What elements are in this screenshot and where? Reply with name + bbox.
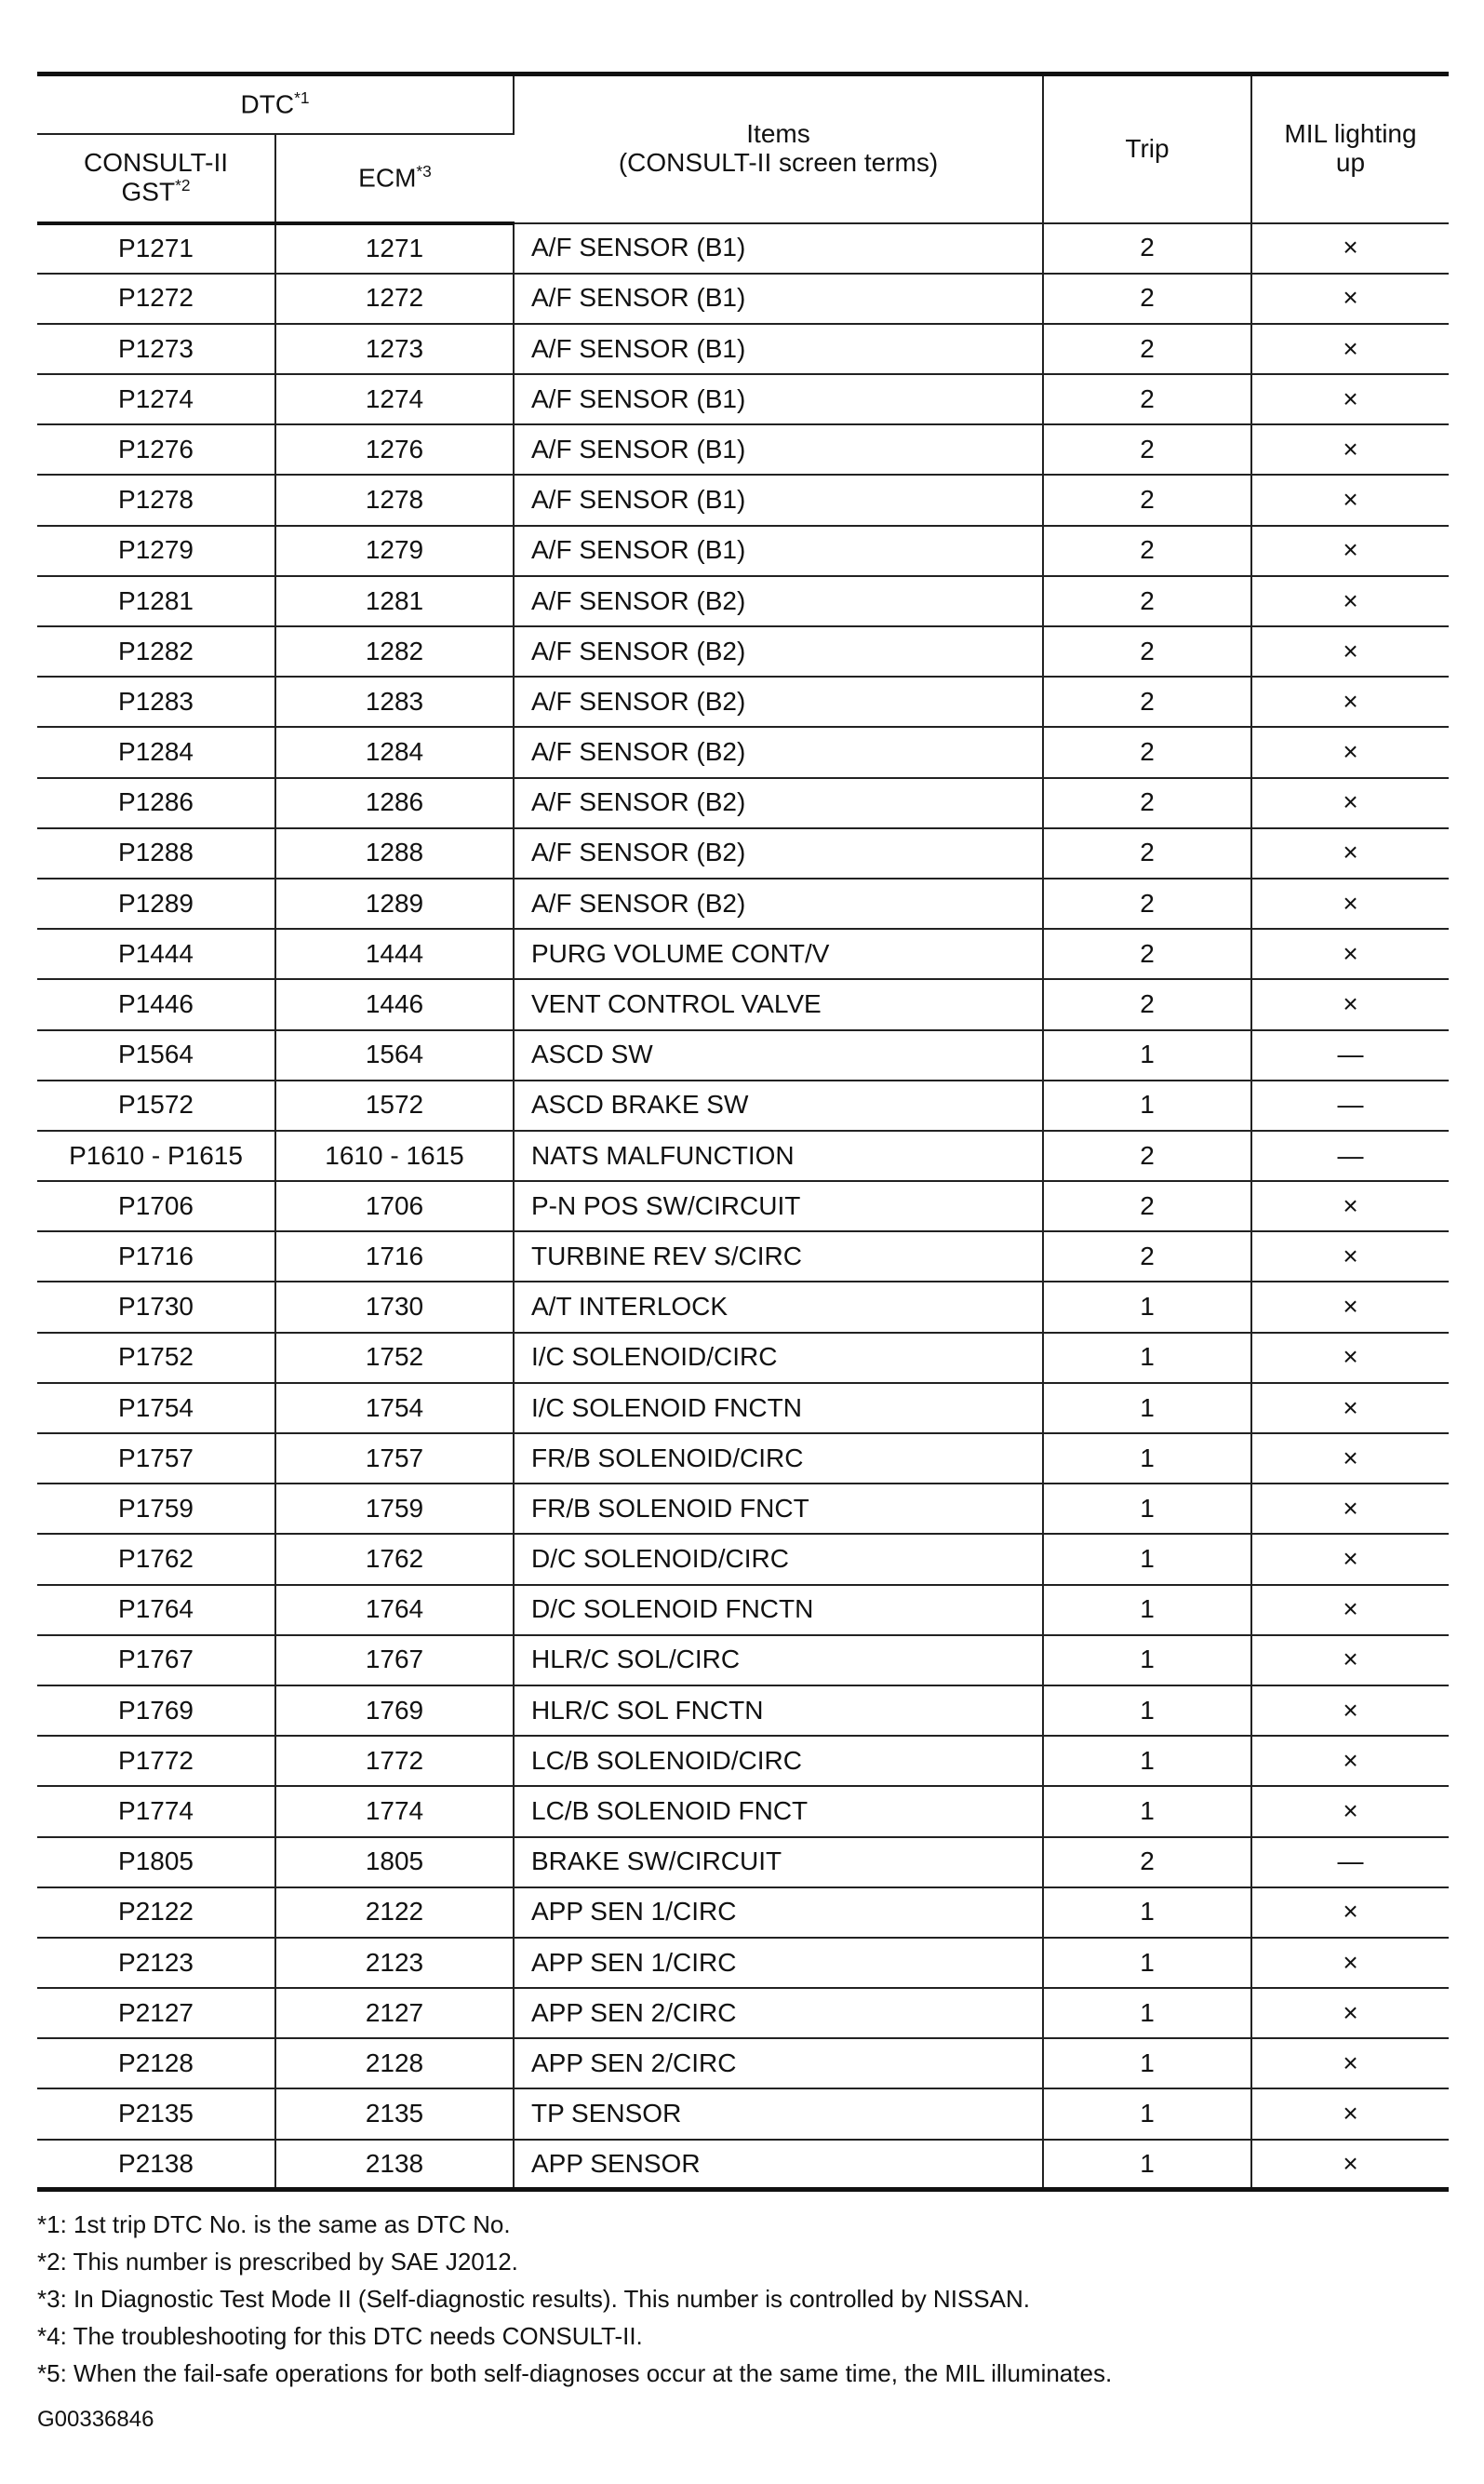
footnote: *1: 1st trip DTC No. is the same as DTC No. <box>37 2210 511 2238</box>
dtc-ecm-cell: 1610 - 1615 <box>275 1131 514 1181</box>
table-row <box>37 324 1449 374</box>
table-row <box>37 1887 1449 1938</box>
mil-cell: × <box>1251 979 1449 1029</box>
trip-cell: 1 <box>1043 1585 1251 1635</box>
dtc-ecm-cell: 1572 <box>275 1081 514 1131</box>
dtc-consult-cell: P2127 <box>37 1988 275 2038</box>
item-cell: TP SENSOR <box>514 2088 1043 2139</box>
mil-cell: × <box>1251 2140 1449 2190</box>
dtc-consult-cell: P1288 <box>37 828 275 879</box>
trip-cell: 1 <box>1043 2038 1251 2088</box>
item-cell: TURBINE REV S/CIRC <box>514 1231 1043 1282</box>
header-mil: MIL lighting up <box>1251 74 1449 223</box>
mil-cell: × <box>1251 424 1449 475</box>
mil-cell: × <box>1251 879 1449 929</box>
item-cell: I/C SOLENOID/CIRC <box>514 1333 1043 1383</box>
trip-cell: 1 <box>1043 2140 1251 2190</box>
trip-cell: 1 <box>1043 1786 1251 1836</box>
trip-cell: 2 <box>1043 1837 1251 1887</box>
table-row <box>37 374 1449 424</box>
dtc-ecm-cell: 1716 <box>275 1231 514 1282</box>
item-cell: P-N POS SW/CIRCUIT <box>514 1181 1043 1231</box>
table-row <box>37 2140 1449 2190</box>
table-row <box>37 1030 1449 1081</box>
mil-cell: — <box>1251 1030 1449 1081</box>
dtc-ecm-cell: 2138 <box>275 2140 514 2190</box>
dtc-ecm-cell: 1730 <box>275 1282 514 1332</box>
dtc-ecm-cell: 1757 <box>275 1433 514 1484</box>
table-row <box>37 1131 1449 1181</box>
item-cell: A/F SENSOR (B1) <box>514 324 1043 374</box>
mil-cell: — <box>1251 1131 1449 1181</box>
trip-cell: 1 <box>1043 1081 1251 1131</box>
item-cell: A/F SENSOR (B1) <box>514 475 1043 525</box>
dtc-consult-cell: P1281 <box>37 576 275 626</box>
mil-cell: × <box>1251 1786 1449 1836</box>
item-cell: A/F SENSOR (B1) <box>514 526 1043 576</box>
item-cell: A/F SENSOR (B2) <box>514 626 1043 677</box>
trip-cell: 2 <box>1043 1231 1251 1282</box>
mil-cell: × <box>1251 626 1449 677</box>
trip-cell: 1 <box>1043 1938 1251 1988</box>
mil-cell: × <box>1251 1534 1449 1584</box>
dtc-table <box>37 72 1449 2192</box>
dtc-consult-cell: P2122 <box>37 1887 275 1938</box>
dtc-consult-cell: P1805 <box>37 1837 275 1887</box>
trip-cell: 2 <box>1043 979 1251 1029</box>
header-trip: Trip <box>1043 74 1251 223</box>
dtc-ecm-cell: 2123 <box>275 1938 514 1988</box>
dtc-ecm-cell: 1805 <box>275 1837 514 1887</box>
dtc-consult-cell: P2128 <box>37 2038 275 2088</box>
item-cell: APP SENSOR <box>514 2140 1043 2190</box>
header-ecm: ECM$^{*3}$ <box>275 134 514 223</box>
item-cell: D/C SOLENOID/CIRC <box>514 1534 1043 1584</box>
dtc-consult-cell: P1772 <box>37 1736 275 1786</box>
trip-cell: 2 <box>1043 424 1251 475</box>
item-cell: VENT CONTROL VALVE <box>514 979 1043 1029</box>
table-row <box>37 979 1449 1029</box>
item-cell: PURG VOLUME CONT/V <box>514 929 1043 979</box>
mil-cell: × <box>1251 1282 1449 1332</box>
mil-cell: × <box>1251 1736 1449 1786</box>
footnote: *2: This number is prescribed by SAE J2012. <box>37 2248 518 2276</box>
dtc-consult-cell: P1706 <box>37 1181 275 1231</box>
item-cell: A/F SENSOR (B1) <box>514 274 1043 324</box>
trip-cell: 1 <box>1043 1887 1251 1938</box>
dtc-ecm-cell: 1272 <box>275 274 514 324</box>
trip-cell: 2 <box>1043 1131 1251 1181</box>
item-cell: A/F SENSOR (B2) <box>514 828 1043 879</box>
dtc-ecm-cell: 2122 <box>275 1887 514 1938</box>
trip-cell: 1 <box>1043 2088 1251 2139</box>
table-row <box>37 929 1449 979</box>
mil-cell: × <box>1251 1231 1449 1282</box>
dtc-ecm-cell: 1444 <box>275 929 514 979</box>
dtc-ecm-cell: 2128 <box>275 2038 514 2088</box>
trip-cell: 1 <box>1043 1635 1251 1685</box>
trip-cell: 2 <box>1043 677 1251 727</box>
dtc-ecm-cell: 2135 <box>275 2088 514 2139</box>
mil-cell: × <box>1251 2038 1449 2088</box>
mil-cell: × <box>1251 576 1449 626</box>
dtc-ecm-cell: 1281 <box>275 576 514 626</box>
table-row <box>37 778 1449 828</box>
table-row <box>37 1685 1449 1736</box>
mil-cell: × <box>1251 778 1449 828</box>
table-row <box>37 424 1449 475</box>
mil-cell: × <box>1251 526 1449 576</box>
dtc-ecm-cell: 2127 <box>275 1988 514 2038</box>
dtc-consult-cell: P2135 <box>37 2088 275 2139</box>
dtc-consult-cell: P1284 <box>37 727 275 777</box>
trip-cell: 2 <box>1043 727 1251 777</box>
dtc-consult-cell: P1762 <box>37 1534 275 1584</box>
item-cell: ASCD BRAKE SW <box>514 1081 1043 1131</box>
dtc-ecm-cell: 1774 <box>275 1786 514 1836</box>
header-dtc: DTC$^{*1}$ <box>37 74 514 134</box>
table-row <box>37 2088 1449 2139</box>
mil-cell: × <box>1251 223 1449 274</box>
dtc-consult-cell: P1716 <box>37 1231 275 1282</box>
trip-cell: 2 <box>1043 828 1251 879</box>
table-row <box>37 1585 1449 1635</box>
item-cell: A/F SENSOR (B2) <box>514 879 1043 929</box>
table-row <box>37 526 1449 576</box>
dtc-ecm-cell: 1274 <box>275 374 514 424</box>
dtc-consult-cell: P1446 <box>37 979 275 1029</box>
item-cell: HLR/C SOL FNCTN <box>514 1685 1043 1736</box>
mil-cell: × <box>1251 1887 1449 1938</box>
item-cell: A/F SENSOR (B1) <box>514 374 1043 424</box>
table-row <box>37 879 1449 929</box>
header-items: Items (CONSULT-II screen terms) <box>514 74 1043 223</box>
table-row <box>37 727 1449 777</box>
item-cell: ASCD SW <box>514 1030 1043 1081</box>
item-cell: LC/B SOLENOID FNCT <box>514 1786 1043 1836</box>
table-row <box>37 1181 1449 1231</box>
dtc-consult-cell: P1752 <box>37 1333 275 1383</box>
table-row <box>37 1534 1449 1584</box>
dtc-consult-cell: P1610 - P1615 <box>37 1131 275 1181</box>
table-row <box>37 1231 1449 1282</box>
item-cell: APP SEN 1/CIRC <box>514 1938 1043 1988</box>
dtc-consult-cell: P1444 <box>37 929 275 979</box>
mil-cell: × <box>1251 324 1449 374</box>
item-cell: D/C SOLENOID FNCTN <box>514 1585 1043 1635</box>
trip-cell: 2 <box>1043 526 1251 576</box>
dtc-consult-cell: P1764 <box>37 1585 275 1635</box>
dtc-ecm-cell: 1282 <box>275 626 514 677</box>
dtc-consult-cell: P1564 <box>37 1030 275 1081</box>
item-cell: A/F SENSOR (B1) <box>514 223 1043 274</box>
dtc-ecm-cell: 1772 <box>275 1736 514 1786</box>
dtc-ecm-cell: 1279 <box>275 526 514 576</box>
item-cell: A/F SENSOR (B2) <box>514 677 1043 727</box>
table-row <box>37 1988 1449 2038</box>
table-row <box>37 2038 1449 2088</box>
item-cell: NATS MALFUNCTION <box>514 1131 1043 1181</box>
dtc-consult-cell: P1769 <box>37 1685 275 1736</box>
dtc-consult-cell: P2138 <box>37 2140 275 2190</box>
dtc-ecm-cell: 1284 <box>275 727 514 777</box>
table-row <box>37 1484 1449 1534</box>
item-cell: I/C SOLENOID FNCTN <box>514 1383 1043 1433</box>
mil-cell: × <box>1251 1484 1449 1534</box>
item-cell: FR/B SOLENOID/CIRC <box>514 1433 1043 1484</box>
trip-cell: 1 <box>1043 1685 1251 1736</box>
mil-cell: × <box>1251 1988 1449 2038</box>
dtc-ecm-cell: 1754 <box>275 1383 514 1433</box>
dtc-ecm-cell: 1288 <box>275 828 514 879</box>
dtc-ecm-cell: 1767 <box>275 1635 514 1685</box>
table-row <box>37 223 1449 274</box>
mil-cell: × <box>1251 274 1449 324</box>
table-row <box>37 626 1449 677</box>
trip-cell: 2 <box>1043 274 1251 324</box>
trip-cell: 2 <box>1043 929 1251 979</box>
dtc-consult-cell: P1730 <box>37 1282 275 1332</box>
table-row <box>37 274 1449 324</box>
table-row <box>37 1383 1449 1433</box>
dtc-consult-cell: P1572 <box>37 1081 275 1131</box>
trip-cell: 1 <box>1043 1484 1251 1534</box>
mil-cell: × <box>1251 1635 1449 1685</box>
figure-id: G00336846 <box>37 2407 154 2432</box>
dtc-consult-cell: P1286 <box>37 778 275 828</box>
table-row <box>37 1938 1449 1988</box>
dtc-ecm-cell: 1706 <box>275 1181 514 1231</box>
table-row <box>37 576 1449 626</box>
mil-cell: × <box>1251 1685 1449 1736</box>
dtc-consult-cell: P1754 <box>37 1383 275 1433</box>
mil-cell: × <box>1251 374 1449 424</box>
item-cell: FR/B SOLENOID FNCT <box>514 1484 1043 1534</box>
mil-cell: × <box>1251 1333 1449 1383</box>
dtc-consult-cell: P1757 <box>37 1433 275 1484</box>
table-row <box>37 1635 1449 1685</box>
footnotes <box>37 2206 1451 2392</box>
item-cell: HLR/C SOL/CIRC <box>514 1635 1043 1685</box>
item-cell: A/F SENSOR (B1) <box>514 424 1043 475</box>
trip-cell: 2 <box>1043 626 1251 677</box>
trip-cell: 2 <box>1043 374 1251 424</box>
dtc-ecm-cell: 1564 <box>275 1030 514 1081</box>
dtc-consult-cell: P1278 <box>37 475 275 525</box>
dtc-consult-cell: P1759 <box>37 1484 275 1534</box>
trip-cell: 2 <box>1043 576 1251 626</box>
item-cell: A/F SENSOR (B2) <box>514 778 1043 828</box>
mil-cell: — <box>1251 1837 1449 1887</box>
dtc-ecm-cell: 1759 <box>275 1484 514 1534</box>
trip-cell: 2 <box>1043 475 1251 525</box>
table-row <box>37 677 1449 727</box>
dtc-consult-cell: P1289 <box>37 879 275 929</box>
trip-cell: 2 <box>1043 223 1251 274</box>
trip-cell: 1 <box>1043 1030 1251 1081</box>
table-row <box>37 1282 1449 1332</box>
trip-cell: 2 <box>1043 324 1251 374</box>
item-cell: APP SEN 2/CIRC <box>514 1988 1043 2038</box>
table-row <box>37 475 1449 525</box>
table-row <box>37 1081 1449 1131</box>
trip-cell: 1 <box>1043 1282 1251 1332</box>
item-cell: A/F SENSOR (B2) <box>514 576 1043 626</box>
table-row <box>37 1433 1449 1484</box>
dtc-ecm-cell: 1278 <box>275 475 514 525</box>
trip-cell: 1 <box>1043 1333 1251 1383</box>
dtc-ecm-cell: 1764 <box>275 1585 514 1635</box>
mil-cell: × <box>1251 1383 1449 1433</box>
trip-cell: 1 <box>1043 1988 1251 2038</box>
mil-cell: × <box>1251 727 1449 777</box>
dtc-ecm-cell: 1446 <box>275 979 514 1029</box>
dtc-consult-cell: P2123 <box>37 1938 275 1988</box>
dtc-consult-cell: P1274 <box>37 374 275 424</box>
mil-cell: × <box>1251 2088 1449 2139</box>
dtc-ecm-cell: 1752 <box>275 1333 514 1383</box>
mil-cell: × <box>1251 475 1449 525</box>
item-cell: LC/B SOLENOID/CIRC <box>514 1736 1043 1786</box>
table-row <box>37 1333 1449 1383</box>
trip-cell: 1 <box>1043 1383 1251 1433</box>
item-cell: APP SEN 1/CIRC <box>514 1887 1043 1938</box>
table-row <box>37 1736 1449 1786</box>
trip-cell: 1 <box>1043 1433 1251 1484</box>
trip-cell: 2 <box>1043 778 1251 828</box>
mil-cell: × <box>1251 677 1449 727</box>
dtc-consult-cell: P1282 <box>37 626 275 677</box>
item-cell: BRAKE SW/CIRCUIT <box>514 1837 1043 1887</box>
trip-cell: 2 <box>1043 1181 1251 1231</box>
dtc-ecm-cell: 1769 <box>275 1685 514 1736</box>
dtc-ecm-cell: 1289 <box>275 879 514 929</box>
table-row <box>37 1837 1449 1887</box>
table-row <box>37 1786 1449 1836</box>
header-consult: CONSULT-II GST$^{*2}$ <box>37 134 275 223</box>
dtc-consult-cell: P1272 <box>37 274 275 324</box>
dtc-ecm-cell: 1762 <box>275 1534 514 1584</box>
dtc-consult-cell: P1273 <box>37 324 275 374</box>
dtc-consult-cell: P1279 <box>37 526 275 576</box>
mil-cell: × <box>1251 1938 1449 1988</box>
dtc-ecm-cell: 1276 <box>275 424 514 475</box>
item-cell: A/T INTERLOCK <box>514 1282 1043 1332</box>
dtc-consult-cell: P1271 <box>37 223 275 274</box>
mil-cell: × <box>1251 929 1449 979</box>
dtc-ecm-cell: 1286 <box>275 778 514 828</box>
dtc-consult-cell: P1774 <box>37 1786 275 1836</box>
dtc-consult-cell: P1276 <box>37 424 275 475</box>
trip-cell: 1 <box>1043 1736 1251 1786</box>
footnote: *4: The troubleshooting for this DTC needs CONSULT-II. <box>37 2322 643 2350</box>
mil-cell: × <box>1251 1433 1449 1484</box>
mil-cell: × <box>1251 1585 1449 1635</box>
footnote: *3: In Diagnostic Test Mode II (Self-diagnostic results). This number is controlled by NISSAN. <box>37 2285 1030 2313</box>
dtc-consult-cell: P1767 <box>37 1635 275 1685</box>
dtc-ecm-cell: 1271 <box>275 223 514 274</box>
table-row <box>37 828 1449 879</box>
dtc-ecm-cell: 1273 <box>275 324 514 374</box>
dtc-consult-cell: P1283 <box>37 677 275 727</box>
header-row-top <box>37 74 1449 134</box>
mil-cell: × <box>1251 1181 1449 1231</box>
item-cell: APP SEN 2/CIRC <box>514 2038 1043 2088</box>
item-cell: A/F SENSOR (B2) <box>514 727 1043 777</box>
trip-cell: 1 <box>1043 1534 1251 1584</box>
dtc-ecm-cell: 1283 <box>275 677 514 727</box>
trip-cell: 2 <box>1043 879 1251 929</box>
mil-cell: × <box>1251 828 1449 879</box>
footnote: *5: When the fail-safe operations for both self-diagnoses occur at the same time, the MIL illuminates. <box>37 2359 1113 2387</box>
mil-cell: — <box>1251 1081 1449 1131</box>
